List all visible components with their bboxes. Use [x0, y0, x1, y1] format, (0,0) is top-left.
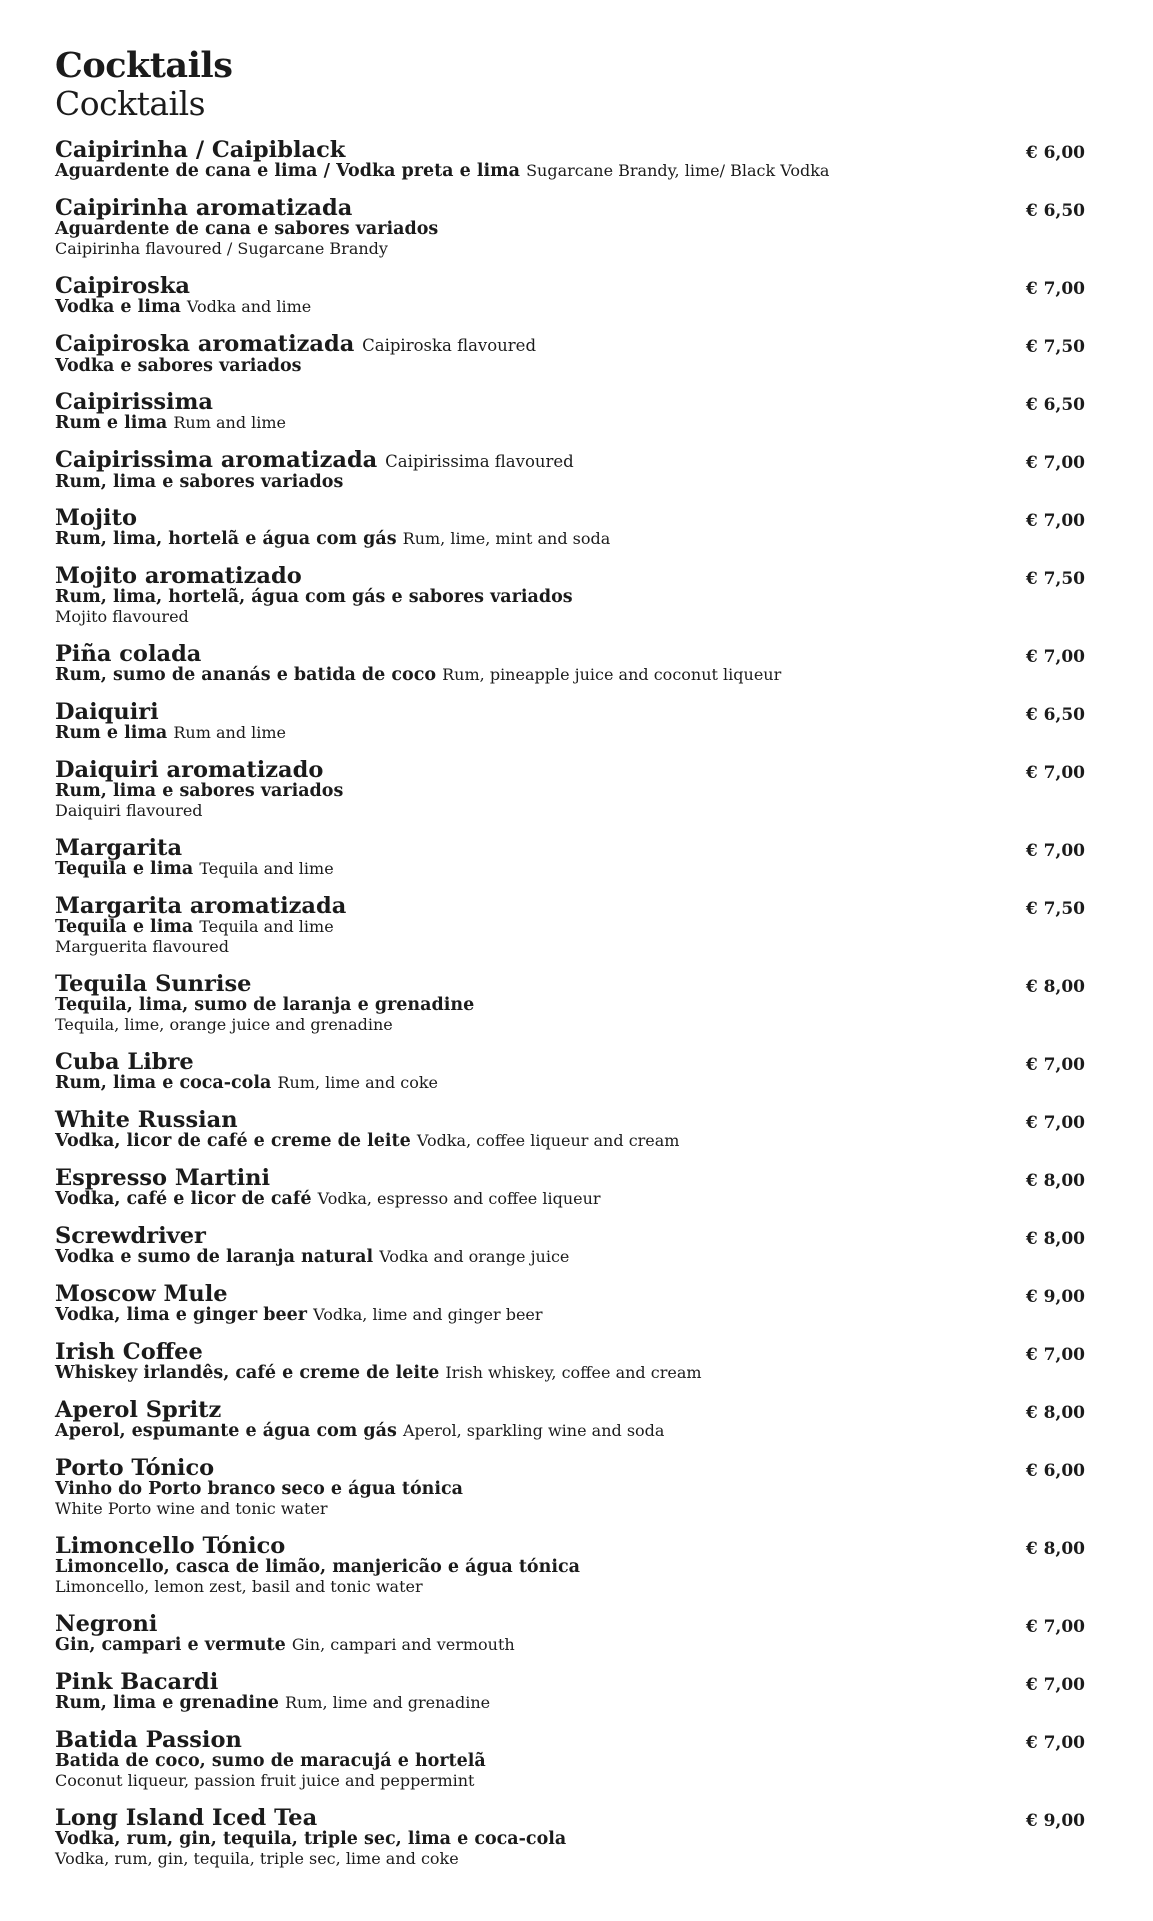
item-description-line	[55, 472, 1085, 492]
item-description: Batida de coco, sumo de maracujá e hortelã	[55, 1751, 486, 1771]
item-description-english: Rum and lime	[173, 413, 287, 432]
item-price: € 6,50	[1025, 201, 1085, 221]
item-description-line	[55, 1305, 1085, 1325]
item-name: Caipirinha aromatizada	[55, 195, 353, 221]
menu-item	[55, 195, 1085, 259]
item-price: € 7,00	[1025, 1733, 1085, 1753]
item-name: Tequila Sunrise	[55, 971, 252, 997]
item-name-line	[55, 137, 1085, 163]
item-name: Mojito	[55, 505, 138, 531]
item-description: Aguardente de cana e sabores variados	[55, 219, 439, 239]
item-description-line	[55, 219, 1085, 239]
item-description-line	[55, 1421, 1085, 1441]
item-name: Negroni	[55, 1611, 158, 1637]
item-name-english: Caipiroska flavoured	[362, 336, 537, 355]
item-description-english: Tequila and lime	[199, 859, 334, 878]
item-name-line	[55, 1107, 1085, 1133]
item-description-english: Rum and lime	[173, 723, 287, 742]
item-description-line	[55, 1131, 1085, 1151]
item-name-line	[55, 1533, 1085, 1559]
item-price: € 6,50	[1025, 705, 1085, 725]
menu-item	[55, 1165, 1085, 1209]
item-description: Rum, lima e grenadine	[55, 1693, 279, 1713]
item-name: Caipirissima aromatizada	[55, 447, 378, 473]
item-name-line	[55, 389, 1085, 415]
item-name: Margarita	[55, 835, 183, 861]
item-description-line	[55, 529, 1085, 549]
item-description-line	[55, 297, 1085, 317]
item-price: € 8,00	[1025, 1229, 1085, 1249]
item-description: Rum, lima e sabores variados	[55, 781, 344, 801]
item-name-line	[55, 1165, 1085, 1191]
page-title: Cocktails	[55, 45, 233, 86]
menu-item	[55, 699, 1085, 743]
item-description-line	[55, 1635, 1085, 1655]
menu-item	[55, 1727, 1085, 1791]
item-description-line	[55, 723, 1085, 743]
menu-item	[55, 137, 1085, 181]
item-description-line	[55, 995, 1085, 1015]
item-name-line	[55, 1223, 1085, 1249]
item-description: Vodka, lima e ginger beer	[55, 1305, 308, 1325]
item-description: Vodka, café e licor de café	[55, 1189, 312, 1209]
item-description: Limoncello, casca de limão, manjericão e água tónica	[55, 1557, 580, 1577]
item-description-english: Rum, lime and coke	[277, 1073, 439, 1092]
item-name-line	[55, 1397, 1085, 1423]
item-name: Daiquiri	[55, 699, 159, 725]
item-description-english: Rum, lime, mint and soda	[402, 529, 611, 548]
item-description-line	[55, 413, 1085, 433]
item-description-line	[55, 1479, 1085, 1499]
menu-item	[55, 1533, 1085, 1597]
item-description: Whiskey irlandês, café e creme de leite	[55, 1363, 440, 1383]
item-description: Vinho do Porto branco seco e água tónica	[55, 1479, 463, 1499]
item-name-line	[55, 1281, 1085, 1307]
item-description: Rum, lima e sabores variados	[55, 472, 344, 492]
item-name: Margarita aromatizada	[55, 893, 347, 919]
menu-item	[55, 563, 1085, 627]
page-subtitle: Cocktails	[55, 84, 206, 123]
item-name: Moscow Mule	[55, 1281, 228, 1307]
item-description-line	[55, 587, 1085, 607]
menu-item	[55, 1107, 1085, 1151]
menu-item	[55, 1611, 1085, 1655]
item-price: € 8,00	[1025, 1171, 1085, 1191]
item-price: € 6,00	[1025, 1461, 1085, 1481]
menu-item	[55, 1669, 1085, 1713]
item-description-line	[55, 665, 1085, 685]
item-name: Screwdriver	[55, 1223, 206, 1249]
item-name-line	[55, 971, 1085, 997]
item-name: Cuba Libre	[55, 1049, 194, 1075]
item-english-description: Mojito flavoured	[55, 607, 189, 626]
item-description: Vodka e lima	[55, 297, 181, 317]
menu-item	[55, 389, 1085, 433]
item-english-description: Tequila, lime, orange juice and grenadine	[55, 1015, 393, 1034]
item-name: Caipirinha / Caipiblack	[55, 137, 346, 163]
item-price: € 7,00	[1025, 763, 1085, 783]
item-price: € 7,00	[1025, 1617, 1085, 1637]
item-description: Tequila, lima, sumo de laranja e grenadine	[55, 995, 475, 1015]
item-name-line	[55, 195, 1085, 221]
item-english-description: Caipirinha flavoured / Sugarcane Brandy	[55, 239, 388, 258]
item-name-line	[55, 1611, 1085, 1637]
item-price: € 8,00	[1025, 1403, 1085, 1423]
item-description-english: Vodka and orange juice	[379, 1247, 570, 1266]
item-name-line	[55, 505, 1085, 531]
item-description: Rum, lima e coca-cola	[55, 1073, 272, 1093]
item-name: Daiquiri aromatizado	[55, 757, 324, 783]
item-price: € 7,00	[1025, 453, 1085, 473]
item-description-line	[55, 859, 1085, 879]
item-description: Vodka e sabores variados	[55, 356, 302, 376]
item-price: € 8,00	[1025, 977, 1085, 997]
item-price: € 9,00	[1025, 1811, 1085, 1831]
item-name: Caipiroska	[55, 273, 191, 299]
item-name-line	[55, 273, 1085, 299]
item-description-line	[55, 1557, 1085, 1577]
item-name-line	[55, 893, 1085, 919]
item-description: Vodka e sumo de laranja natural	[55, 1247, 374, 1267]
item-description-english: Gin, campari and vermouth	[291, 1635, 515, 1654]
item-name-line	[55, 331, 1085, 357]
item-price: € 8,00	[1025, 1539, 1085, 1559]
item-description-line	[55, 1751, 1085, 1771]
menu-item	[55, 641, 1085, 685]
item-description-line	[55, 1189, 1085, 1209]
menu-item	[55, 971, 1085, 1035]
item-description: Rum e lima	[55, 723, 168, 743]
menu-item	[55, 1339, 1085, 1383]
item-description: Rum e lima	[55, 413, 168, 433]
item-name-line	[55, 1339, 1085, 1365]
item-english-description: White Porto wine and tonic water	[55, 1499, 328, 1518]
item-name-line	[55, 1455, 1085, 1481]
item-description-line	[55, 917, 1085, 937]
item-price: € 7,00	[1025, 511, 1085, 531]
item-price: € 7,00	[1025, 1113, 1085, 1133]
item-description-english: Rum, pineapple juice and coconut liqueur	[442, 665, 782, 684]
menu-item	[55, 757, 1085, 821]
menu-item	[55, 331, 1085, 376]
item-description-english: Irish whiskey, coffee and cream	[445, 1363, 702, 1382]
item-name-line	[55, 835, 1085, 861]
item-description-line	[55, 161, 1085, 181]
menu-item	[55, 893, 1085, 957]
item-name-line	[55, 699, 1085, 725]
item-description-english: Vodka, lime and ginger beer	[313, 1305, 543, 1324]
item-english-description: Daiquiri flavoured	[55, 801, 203, 820]
item-name: Long Island Iced Tea	[55, 1805, 318, 1831]
item-name: Porto Tónico	[55, 1455, 215, 1481]
item-description: Vodka, licor de café e creme de leite	[55, 1131, 411, 1151]
item-description-english: Rum, lime and grenadine	[284, 1693, 491, 1712]
menu-item	[55, 1397, 1085, 1441]
item-name: Limoncello Tónico	[55, 1533, 286, 1559]
item-description: Aguardente de cana e lima / Vodka preta e lima	[55, 161, 520, 181]
item-description-english: Vodka and lime	[186, 297, 312, 316]
item-description: Gin, campari e vermute	[55, 1635, 286, 1655]
item-name: Aperol Spritz	[55, 1397, 222, 1423]
item-description: Rum, sumo de ananás e batida de coco	[55, 665, 437, 685]
menu-item	[55, 505, 1085, 549]
menu-item	[55, 1049, 1085, 1093]
item-price: € 7,50	[1025, 899, 1085, 919]
menu-item	[55, 273, 1085, 317]
item-description: Rum, lima, hortelã, água com gás e sabores variados	[55, 587, 573, 607]
item-price: € 7,00	[1025, 279, 1085, 299]
item-description-line	[55, 1829, 1085, 1849]
item-english-description: Limoncello, lemon zest, basil and tonic water	[55, 1577, 423, 1596]
item-description-english: Aperol, sparkling wine and soda	[402, 1421, 665, 1440]
item-price: € 7,00	[1025, 841, 1085, 861]
item-name-line	[55, 1049, 1085, 1075]
item-description: Tequila e lima	[55, 859, 194, 879]
menu-item	[55, 1223, 1085, 1267]
item-name: Irish Coffee	[55, 1339, 203, 1365]
item-english-description: Coconut liqueur, passion fruit juice and peppermint	[55, 1771, 475, 1790]
item-name: Piña colada	[55, 641, 202, 667]
item-description: Aperol, espumante e água com gás	[55, 1421, 397, 1441]
item-name-line	[55, 447, 1085, 473]
item-price: € 7,00	[1025, 1055, 1085, 1075]
item-description: Vodka, rum, gin, tequila, triple sec, lima e coca-cola	[55, 1829, 567, 1849]
item-name-english: Caipirissima flavoured	[385, 452, 574, 471]
item-description-line	[55, 1363, 1085, 1383]
item-price: € 7,50	[1025, 337, 1085, 357]
item-name: Caipirissima	[55, 389, 213, 415]
item-name: Pink Bacardi	[55, 1669, 219, 1695]
item-name-line	[55, 1669, 1085, 1695]
item-description-english: Vodka, espresso and coffee liqueur	[317, 1189, 601, 1208]
item-price: € 6,50	[1025, 395, 1085, 415]
item-price: € 7,00	[1025, 647, 1085, 667]
item-name: White Russian	[55, 1107, 238, 1133]
item-price: € 7,00	[1025, 1675, 1085, 1695]
item-description-english: Vodka, coffee liqueur and cream	[416, 1131, 680, 1150]
menu-item	[55, 1281, 1085, 1325]
item-description-line	[55, 1247, 1085, 1267]
item-description-english: Sugarcane Brandy, lime/ Black Vodka	[526, 161, 830, 180]
menu-item	[55, 1805, 1085, 1869]
item-name-line	[55, 563, 1085, 589]
item-name: Espresso Martini	[55, 1165, 271, 1191]
item-description-line	[55, 781, 1085, 801]
item-name: Batida Passion	[55, 1727, 242, 1753]
item-name: Mojito aromatizado	[55, 563, 302, 589]
item-description: Tequila e lima	[55, 917, 194, 937]
item-description-line	[55, 1693, 1085, 1713]
item-english-description: Vodka, rum, gin, tequila, triple sec, lime and coke	[55, 1849, 459, 1868]
item-description-english: Tequila and lime	[199, 917, 334, 936]
item-english-description: Marguerita flavoured	[55, 937, 229, 956]
item-name-line	[55, 1727, 1085, 1753]
item-description-line	[55, 356, 1085, 376]
item-price: € 7,00	[1025, 1345, 1085, 1365]
item-name-line	[55, 757, 1085, 783]
menu-header	[55, 46, 232, 122]
item-description-line	[55, 1073, 1085, 1093]
item-price: € 6,00	[1025, 143, 1085, 163]
menu-item	[55, 447, 1085, 492]
menu-item	[55, 1455, 1085, 1519]
item-name-line	[55, 641, 1085, 667]
item-price: € 9,00	[1025, 1287, 1085, 1307]
menu-item	[55, 835, 1085, 879]
item-description: Rum, lima, hortelã e água com gás	[55, 529, 397, 549]
item-price: € 7,50	[1025, 569, 1085, 589]
item-name: Caipiroska aromatizada	[55, 331, 355, 357]
item-name-line	[55, 1805, 1085, 1831]
